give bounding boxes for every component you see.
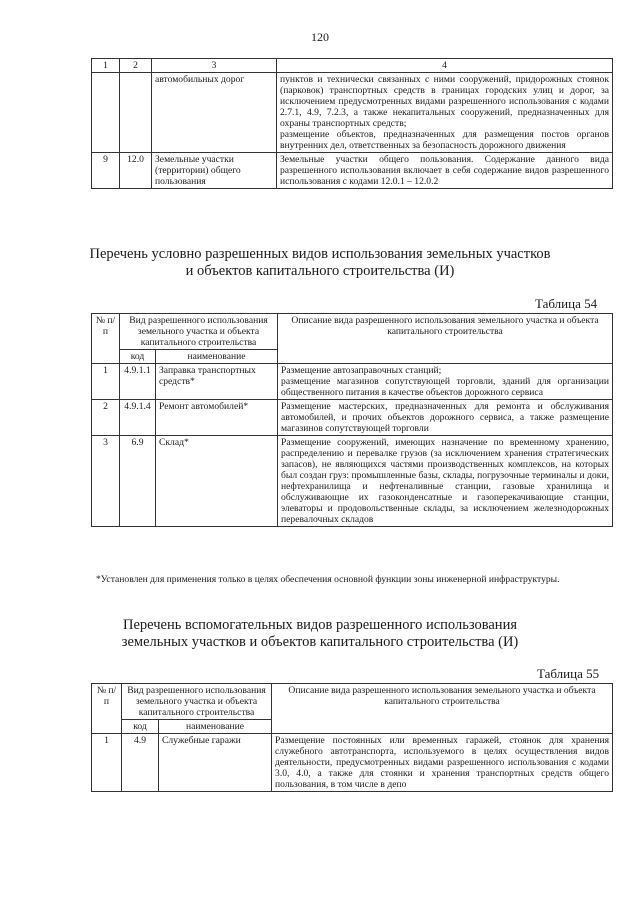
table-55 [91,683,613,792]
col-header-code: код [120,350,156,364]
table-header-row [92,59,613,73]
row-number: 3 [92,436,120,527]
row-number: 2 [92,400,120,436]
row-name: автомобильных дорог [152,73,277,153]
section-heading-55 [0,617,640,651]
row-description [277,73,613,153]
table-row [92,153,613,189]
table-row [92,73,613,153]
row-code: 4.9 [122,734,159,792]
table-header-row [92,314,613,350]
row-description [272,734,613,792]
description-paragraph: Размещение автозаправочных станций; [281,365,442,376]
col-header-4: 4 [277,59,613,73]
row-number: 9 [92,153,120,189]
row-description [278,364,613,400]
row-code [120,73,152,153]
col-header-name: наименование [156,350,278,364]
col-header-vid: Вид разрешенного использования земельного участка и объекта капитального строительства [120,314,278,350]
col-header-number: № п/п [92,314,120,364]
description-paragraph: Размещение сооружений, имеющих назначение по временному хранению, распределению и перевалке грузов (за исключением хранения стратегических запасов), не являющихся частями производственных комплексов, на которых был создан груз: промышленные базы, склады, погрузочные терминалы и доки, нефтехранилища и нефтеналивные станции, газовые хранилища и обслуживающие их газоконденсатные и газоперекачивающие станции, элеваторы и продовольственные склады, за исключением железнодорожных перевалочных складов [281,437,610,525]
col-header-description: Описание вида разрешенного использования земельного участка и объекта капитального строительства [278,314,613,364]
heading-line: Перечень вспомогательных видов разрешенного использования [123,617,517,633]
row-code: 12.0 [120,153,152,189]
row-code: 4.9.1.4 [120,400,156,436]
description-paragraph: Размещение постоянных или временных гаражей, стоянок для хранения служебного автотранспорта, используемого в целях осуществления видов деятельности, предусмотренных видами разрешенного использования с кодами 3.0, 4.0, а также для стоянки и хранения транспортных средств общего пользования, в том числе в депо [275,735,610,790]
row-number: 1 [92,734,122,792]
col-header-vid: Вид разрешенного использования земельного участка и объекта капитального строительства [122,684,272,720]
heading-line: и объектов капитального строительства (И) [185,263,455,279]
table-54 [91,313,613,527]
row-description [278,436,613,527]
col-header-name: наименование [159,720,272,734]
row-name: Земельные участки (территории) общего пользования [152,153,277,189]
description-paragraph: Размещение мастерских, предназначенных для ремонта и обслуживания автомобилей, и прочих объектов дорожного сервиса, а также размещение магазинов сопутствующей торговли [281,401,610,434]
row-name: Заправка транспортных средств* [156,364,278,400]
description-paragraph: пунктов и технически связанных с ними сооружений, придорожных стоянок (парковок) транспортных средств в границах городских улиц и дорог, за исключением предусмотренных видами разрешенного использования с кодами 2.7.1, 4.9, 7.2.3, а также некапитальных сооружений, предназначенных для охраны транспортных средств; [280,74,609,129]
table-row [92,734,613,792]
row-description [278,400,613,436]
col-header-3: 3 [152,59,277,73]
row-name: Служебные гаражи [159,734,272,792]
description-paragraph: размещение магазинов сопутствующей торговли, зданий для организации общественного питания в качестве объектов дорожного сервиса [281,376,610,398]
heading-line: Перечень условно разрешенных видов использования земельных участков [89,246,551,262]
row-name: Склад* [156,436,278,527]
section-heading-54 [0,246,640,280]
row-code: 6.9 [120,436,156,527]
row-name: Ремонт автомобилей* [156,400,278,436]
col-header-number: № п/п [92,684,122,734]
table-caption-54: Таблица 54 [535,296,598,311]
page-number: 120 [311,30,329,44]
row-number: 1 [92,364,120,400]
col-header-code: код [122,720,159,734]
continuation-table [91,58,613,189]
row-code: 4.9.1.1 [120,364,156,400]
footnote: *Установлен для применения только в целях обеспечения основной функции зоны инженерной инфраструктуры. [96,574,560,585]
table-caption-55: Таблица 55 [537,666,600,681]
col-header-2: 2 [120,59,152,73]
table-row [92,400,613,436]
table-row [92,364,613,400]
col-header-1: 1 [92,59,120,73]
col-header-description: Описание вида разрешенного использования земельного участка и объекта капитального строительства [272,684,613,734]
row-description [277,153,613,189]
description-paragraph: Земельные участки общего пользования. Содержание данного вида разрешенного использования включает в себя содержание видов разрешенного использования с кодами 12.0.1 – 12.0.2 [280,154,609,187]
heading-line: земельных участков и объектов капитального строительства (И) [121,634,519,650]
table-row [92,436,613,527]
table-header-row [92,684,613,720]
description-paragraph: размещение объектов, предназначенных для размещения постов органов внутренних дел, ответственных за безопасность дорожного движения [280,129,609,151]
row-number [92,73,120,153]
